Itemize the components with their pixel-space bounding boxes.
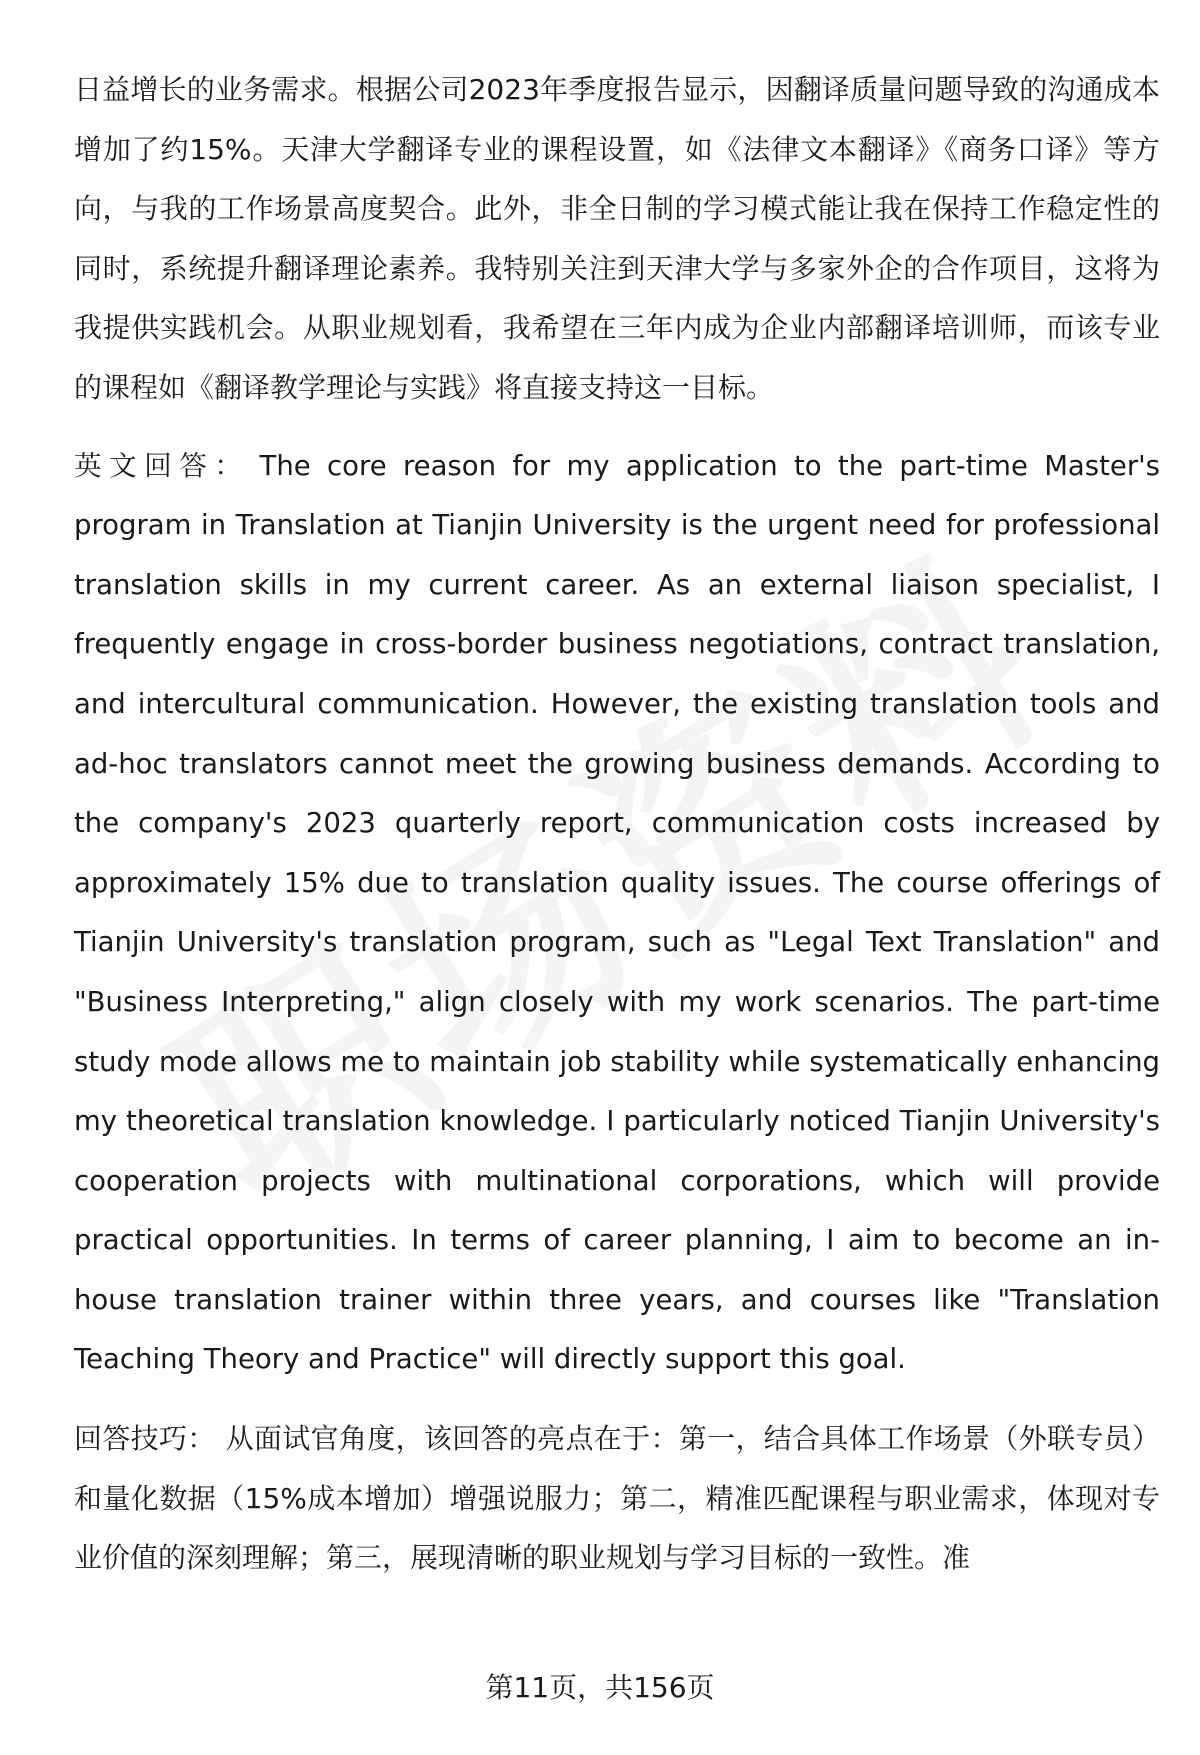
tips-text: 从面试官角度，该回答的亮点在于：第一，结合具体工作场景（外联专员）和量化数据（15%成本增加）增强说服力；第二，精准匹配课程与职业需求，体现对专业价值的深刻理解；第三，展现清晰的职业规划与学习目标的一致性。准 [74,1422,1160,1575]
paragraph-answer-tips [74,1409,1160,1588]
english-answer-text: The core reason for my application to the part-time Master's program in Translation at Tianjin University is the urgent need for professional translation skills in my current career. As an external liaison specialist, I frequently engage in cross-border business negotiations, contract translation, and intercultural communication. However, the existing translation tools and ad-hoc translators cannot meet the growing business demands. According to the company's 2023 quarterly report, communication costs increased by approximately 15% due to translation quality issues. The course offerings of Tianjin University's translation program, such as "Legal Text Translation" and "Business Interpreting," align closely with my work scenarios. The part-time study mode allows me to maintain job stability while systematically enhancing my theoretical translation knowledge. I particularly noticed Tianjin University's cooperation projects with multinational corporations, which will provide practical opportunities. In terms of career planning, I aim to become an in-house translation trainer within three years, and courses like "Translation Teaching Theory and Practice" will directly support this goal. [74,449,1161,1376]
paragraph-chinese-continuation [74,60,1160,418]
tips-label: 回答技巧： [74,1422,216,1456]
paragraph-1-text: 日益增长的业务需求。根据公司2023年季度报告显示，因翻译质量问题导致的沟通成本增加了约15%。天津大学翻译专业的课程设置，如《法律文本翻译》《商务口译》等方向，与我的工作场景高度契合。此外，非全日制的学习模式能让我在保持工作稳定性的同时，系统提升翻译理论素养。我特别关注到天津大学与多家外企的合作项目，这将为我提供实践机会。从职业规划看，我希望在三年内成为企业内部翻译培训师，而该专业的课程如《翻译教学理论与实践》将直接支持这一目标。 [74,73,1160,404]
page-indicator: 第11页，共156页 [485,1671,715,1704]
paragraph-english-answer [74,437,1160,1391]
english-answer-label: 英文回答： [74,449,250,482]
document-body [74,60,1160,1588]
